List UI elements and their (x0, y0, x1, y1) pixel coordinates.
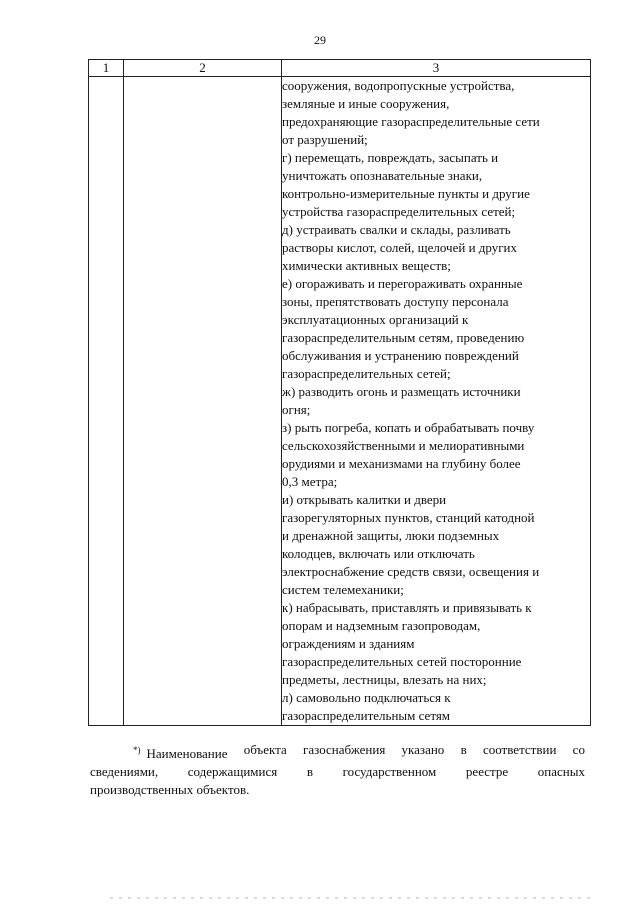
text-line: з) рыть погреба, копать и обрабатывать почву (282, 420, 535, 435)
text-line: газораспределительным сетям (282, 708, 451, 723)
text-line: и) открывать калитки и двери (282, 492, 447, 507)
requirements-table (88, 59, 591, 726)
table-header-row (89, 60, 591, 77)
text-line: огня; (282, 402, 311, 417)
text-line: эксплуатационных организаций к (282, 312, 469, 327)
column-header-1: 1 (89, 60, 124, 77)
text-line: устройства газораспределительных сетей; (282, 204, 516, 219)
footnote-marker: *) (133, 745, 141, 755)
footnote-word: содержащимися (187, 764, 278, 779)
text-line: предметы, лестницы, влезать на них; (282, 672, 487, 687)
text-line: л) самовольно подключаться к (282, 690, 451, 705)
footnote (90, 741, 585, 799)
footnote-word: реестре (465, 764, 509, 779)
text-line: сельскохозяйственными и мелиоративными (282, 438, 525, 453)
text-line: зоны, препятствовать доступу персонала (282, 294, 509, 309)
text-line: электроснабжение средств связи, освещения и (282, 564, 540, 579)
text-line: газораспределительных сетей; (282, 366, 451, 381)
text-line: предохраняющие газораспределительные сети (282, 114, 540, 129)
footnote-line-2 (90, 763, 585, 781)
footnote-word: в (306, 764, 313, 779)
text-line: д) устраивать свалки и склады, разливать (282, 222, 511, 237)
footnote-line-3: производственных объектов. (90, 782, 250, 797)
text-line: уничтожать опознавательные знаки, (282, 168, 483, 183)
text-line: ограждениям и зданиям (282, 636, 415, 651)
footnote-word: со (572, 742, 585, 757)
text-line: от разрушений; (282, 132, 368, 147)
text-line: растворы кислот, солей, щелочей и других (282, 240, 518, 255)
footnote-word: сведениями, (90, 764, 159, 779)
column-header-2: 2 (124, 60, 282, 77)
table-row (89, 77, 591, 726)
page-number: 29 (314, 33, 326, 47)
text-line: обслуживания и устранению повреждений (282, 348, 519, 363)
text-line: опорам и надземным газопроводам, (282, 618, 481, 633)
text-line: орудиями и механизмами на глубину более (282, 456, 521, 471)
text-line: г) перемещать, повреждать, засыпать и (282, 150, 499, 165)
prohibitions-text (282, 77, 590, 725)
footnote-word: объекта (243, 742, 287, 757)
column-header-3: 3 (282, 60, 591, 77)
text-line: контрольно-измерительные пункты и другие (282, 186, 530, 201)
footnote-word: в (460, 742, 467, 757)
footnote-line-1 (113, 741, 585, 763)
text-line: газорегуляторных пунктов, станций катодной (282, 510, 535, 525)
text-line: ж) разводить огонь и размещать источники (282, 384, 521, 399)
text-line: е) огораживать и перегораживать охранные (282, 276, 523, 291)
cell-column-2 (124, 77, 282, 726)
footnote-word: государственном (342, 764, 437, 779)
footnote-word: газоснабжения (303, 742, 386, 757)
text-line: химически активных веществ; (282, 258, 451, 273)
text-line: газораспределительным сетям, проведению (282, 330, 525, 345)
cell-column-1 (89, 77, 124, 726)
scan-artifact-line (110, 897, 590, 899)
text-line: газораспределительных сетей посторонние (282, 654, 522, 669)
footnote-word: указано (401, 742, 445, 757)
text-line: земляные и иные сооружения, (282, 96, 450, 111)
footnote-word: Наименование (146, 746, 228, 761)
footnote-word: соответствии (482, 742, 557, 757)
text-line: и дренажной защиты, люки подземных (282, 528, 500, 543)
text-line: 0,3 метра; (282, 474, 338, 489)
text-line: к) набрасывать, приставлять и привязывать к (282, 600, 532, 615)
footnote-word: опасных (537, 764, 585, 779)
cell-column-3 (282, 77, 591, 726)
text-line: систем телемеханики; (282, 582, 404, 597)
text-line: колодцев, включать или отключать (282, 546, 475, 561)
text-line: сооружения, водопропускные устройства, (282, 78, 515, 93)
